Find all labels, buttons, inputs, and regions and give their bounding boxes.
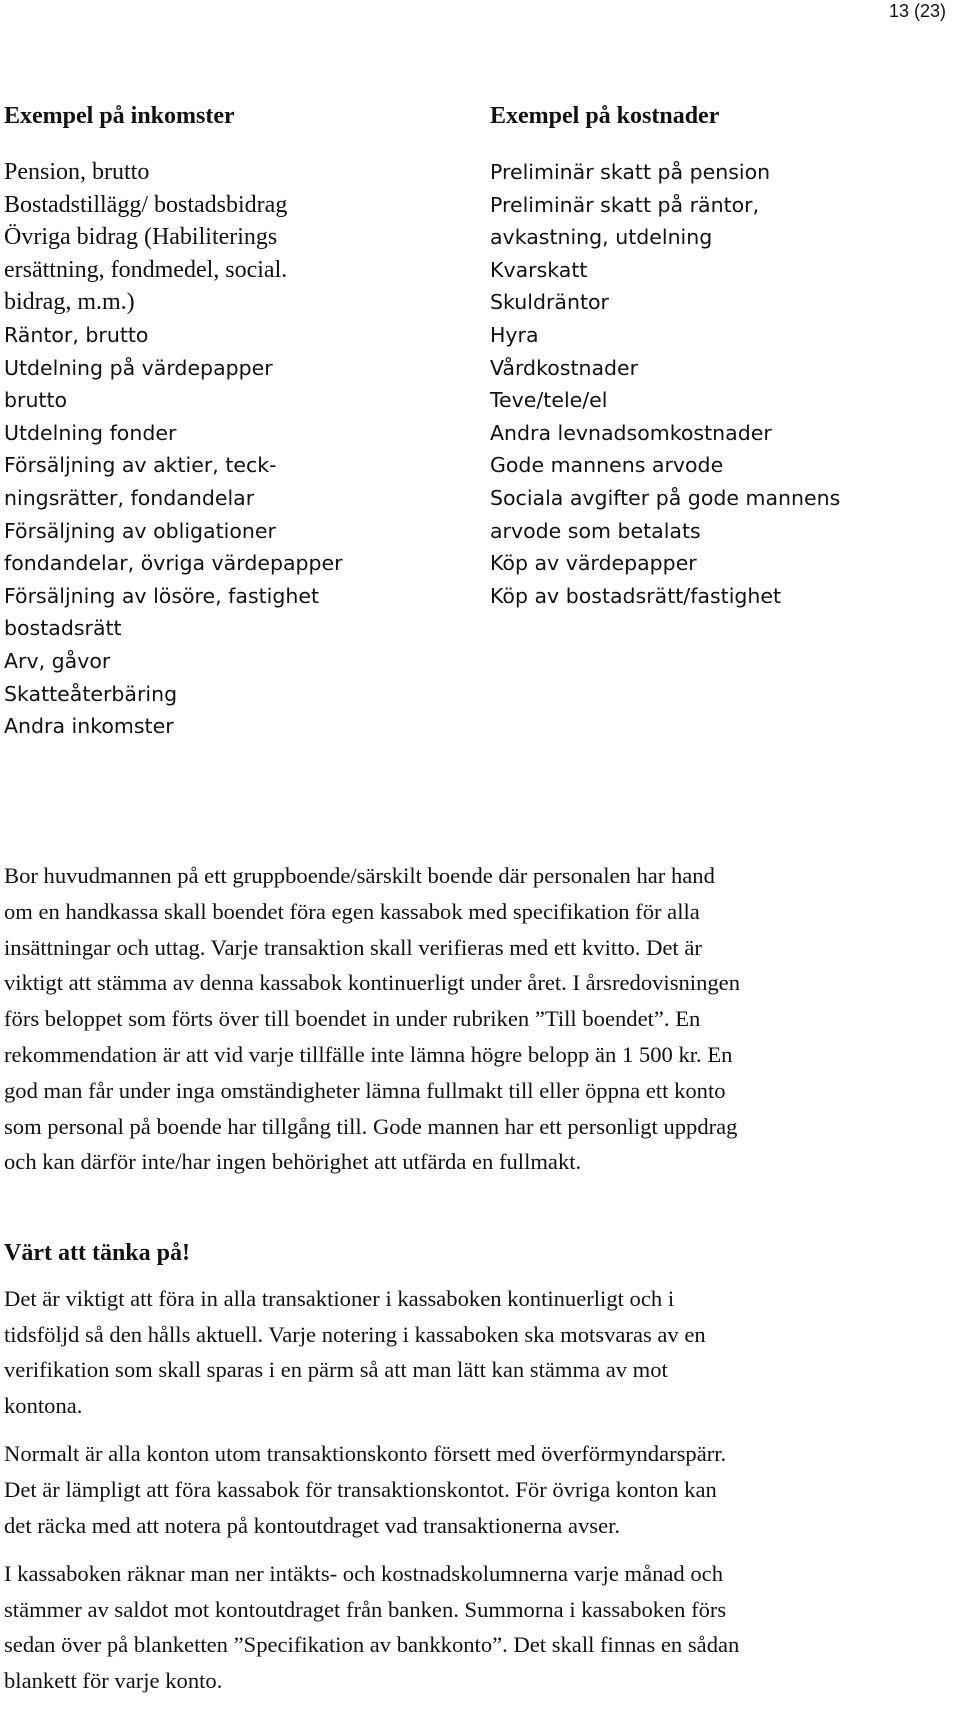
kassabok-paragraph — [4, 858, 954, 1180]
paragraph-line: stämmer av saldot mot kontoutdraget från banken. Summorna i kassaboken förs — [4, 1596, 727, 1622]
paragraph-line: Det är viktigt att föra in alla transaktioner i kassaboken kontinuerligt och i — [4, 1286, 675, 1311]
paragraph-line: Det är lämpligt att föra kassabok för transaktionskontot. För övriga konton kan — [4, 1476, 717, 1502]
cost-item: arvode som betalats — [490, 518, 701, 543]
paragraph-line: rekommendation är att vid varje tillfälle inte lämna högre belopp än 1 500 kr. En — [4, 1041, 733, 1067]
cost-item: Hyra — [490, 322, 539, 347]
paragraph-line: Normalt är alla konton utom transaktionskonto försett med överförmyndarspärr. — [4, 1441, 727, 1467]
cost-item: Gode mannens arvode — [490, 453, 724, 478]
paragraph-line: som personal på boende har tillgång till. Gode mannen har ett personligt uppdrag — [4, 1113, 738, 1139]
paragraph-line: blankett för varje konto. — [4, 1667, 223, 1693]
income-item: fondandelar, övriga värdepapper — [4, 551, 343, 576]
income-item: Utdelning fonder — [4, 420, 177, 445]
income-heading: Exempel på inkomster — [4, 103, 235, 129]
paragraph-line: och kan därför inte/har ingen behörighet att utfärda en fullmakt. — [4, 1149, 582, 1175]
income-item: Övriga bidrag (Habiliterings — [4, 224, 278, 251]
paragraph-line: verifikation som skall sparas i en pärm så att man lätt kan stämma av mot — [4, 1357, 668, 1383]
paragraph-line: tidsföljd så den hålls aktuell. Varje notering i kassaboken ska motsvaras av en — [4, 1321, 706, 1347]
income-item: Räntor, brutto — [4, 322, 149, 347]
costs-list — [490, 156, 940, 612]
vart-att-tanka-section — [4, 1239, 954, 1712]
cost-item: Köp av bostadsrätt/fastighet — [490, 583, 782, 608]
income-item: ningsrätter, fondandelar — [4, 485, 255, 510]
income-item: Försäljning av lösöre, fastighet — [4, 583, 320, 608]
cost-item: Andra levnadsomkostnader — [490, 420, 772, 445]
income-item: Skatteåterbäring — [4, 681, 178, 706]
cost-item: Preliminär skatt på räntor, — [490, 192, 760, 217]
costs-column — [490, 102, 940, 612]
paragraph-line: insättningar och uttag. Varje transaktion skall verifieras med ett kvitto. Det är — [4, 934, 702, 960]
paragraph-line: sedan över på blanketten ”Specifikation av bankkonto”. Det skall finnas en sådan — [4, 1632, 740, 1658]
income-item: Arv, gåvor — [4, 648, 111, 673]
costs-heading: Exempel på kostnader — [490, 103, 720, 129]
income-item: Försäljning av obligationer — [4, 518, 276, 543]
cost-item: Skuldräntor — [490, 290, 609, 315]
paragraph-line: Bor huvudmannen på ett gruppboende/särskilt boende där personalen har hand — [4, 863, 715, 888]
cost-item: avkastning, utdelning — [490, 225, 713, 250]
income-item: bidrag, m.m.) — [4, 289, 135, 316]
paragraph-line: om en handkassa skall boendet föra egen kassabok med specifikation för alla — [4, 898, 700, 924]
paragraph-summering — [4, 1556, 954, 1698]
paragraph-konton — [4, 1436, 954, 1543]
paragraph-line: förs beloppet som förts över till boendet in under rubriken ”Till boendet”. En — [4, 1006, 701, 1032]
income-item: Pension, brutto — [4, 159, 150, 185]
cost-item: Vårdkostnader — [490, 355, 639, 380]
cost-item: Köp av värdepapper — [490, 551, 697, 576]
income-item: Försäljning av aktier, teck- — [4, 453, 277, 478]
cost-item: Kvarskatt — [490, 257, 588, 282]
paragraph-line: I kassaboken räknar man ner intäkts- och kostnadskolumnerna varje månad och — [4, 1561, 723, 1587]
paragraph-line: viktigt att stämma av denna kassabok kontinuerligt under året. I årsredovisningen — [4, 970, 740, 996]
income-list-serif — [4, 156, 444, 319]
cost-item: Sociala avgifter på gode mannens — [490, 485, 841, 510]
cost-item: Teve/tele/el — [490, 388, 608, 413]
income-column — [4, 102, 444, 743]
paragraph-line: god man får under inga omständigheter lämna fullmakt till eller öppna ett konto — [4, 1077, 726, 1103]
paragraph-line: det räcka med att notera på kontoutdraget vad transaktionerna avser. — [4, 1512, 621, 1538]
income-item: ersättning, fondmedel, social. — [4, 256, 288, 283]
income-item: Bostadstillägg/ bostadsbidrag — [4, 191, 288, 218]
income-item: brutto — [4, 388, 68, 413]
income-item: Andra inkomster — [4, 714, 174, 739]
page-number: 13 (23) — [888, 1, 946, 21]
income-list-sans — [4, 319, 444, 743]
vart-att-tanka-heading: Värt att tänka på! — [4, 1240, 190, 1266]
paragraph-line: kontona. — [4, 1392, 83, 1418]
cost-item: Preliminär skatt på pension — [490, 160, 771, 184]
income-item: bostadsrätt — [4, 616, 122, 641]
paragraph-transaktioner — [4, 1281, 954, 1423]
income-item: Utdelning på värdepapper — [4, 355, 273, 380]
